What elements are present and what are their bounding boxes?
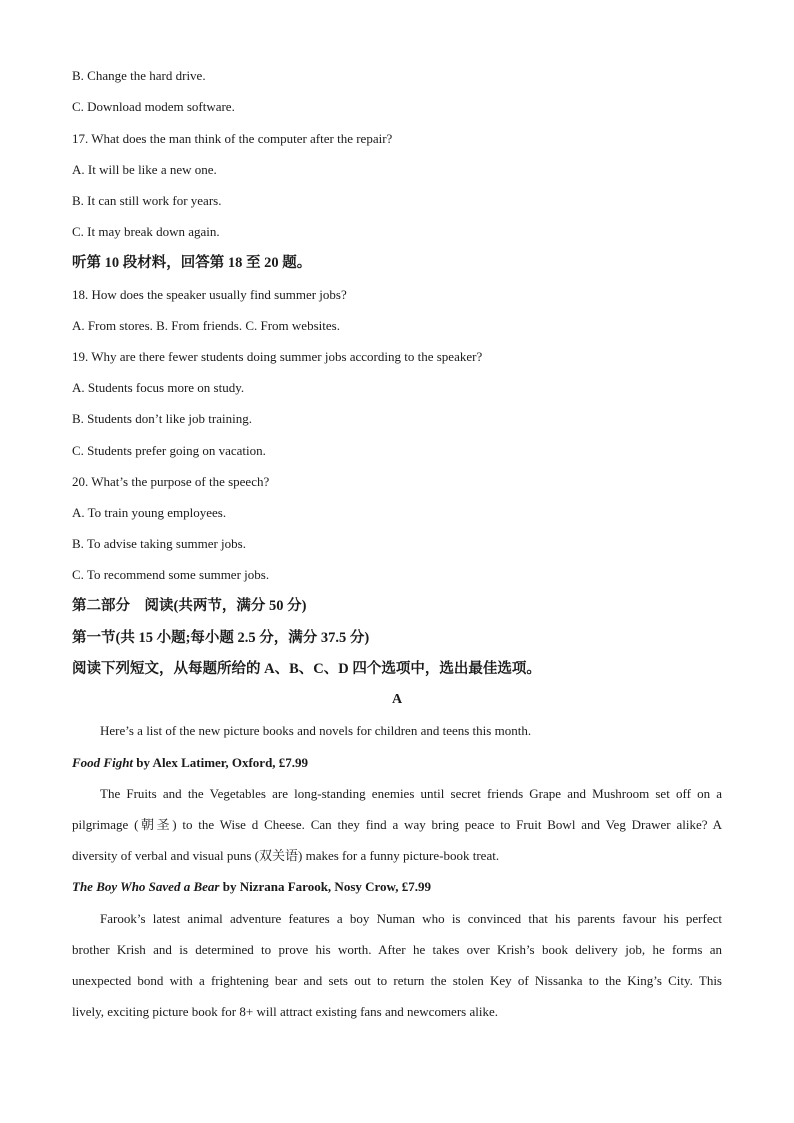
passage-intro: Here’s a list of the new picture books and novels for children and teens this month. xyxy=(100,723,532,738)
reading-instruction: 阅读下列短文，从每题所给的 A、B、C、D 四个选项中，选出最佳选项。 xyxy=(72,661,541,677)
book1-line-2: pilgrimage (朝圣) to the Wise d Cheese. Can they find a way bring peace to Fruit Bowl and Veg Drawer alike? A xyxy=(72,817,722,832)
q18-options: A. From stores. B. From friends. C. From websites. xyxy=(72,318,340,333)
q20-option-a: A. To train young employees. xyxy=(72,505,227,520)
book1-heading xyxy=(72,755,722,771)
book2-line-1: Farook’s latest animal adventure features a boy Numan who is convinced that his parents favour his perfect xyxy=(100,911,722,926)
q18-question: 18. How does the speaker usually find summer jobs? xyxy=(72,287,347,302)
q20-question: 20. What’s the purpose of the speech? xyxy=(72,474,270,489)
q16-option-b: B. Change the hard drive. xyxy=(72,68,206,83)
section10-heading: 听第 10 段材料，回答第 18 至 20 题。 xyxy=(72,255,312,271)
q20-option-c: C. To recommend some summer jobs. xyxy=(72,567,270,582)
book2-line-4: lively, exciting picture book for 8+ will attract existing fans and newcomers alike. xyxy=(72,1004,498,1019)
book2-heading xyxy=(72,879,722,895)
book1-title: Food Fight xyxy=(72,755,134,770)
q17-option-a: A. It will be like a new one. xyxy=(72,162,217,177)
q19-option-b: B. Students don’t like job training. xyxy=(72,411,252,426)
book1-line-1: The Fruits and the Vegetables are long-standing enemies until secret friends Grape and Mushroom set off on a xyxy=(100,786,722,801)
q19-option-c: C. Students prefer going on vacation. xyxy=(72,443,266,458)
q19-question: 19. Why are there fewer students doing summer jobs according to the speaker? xyxy=(72,349,483,364)
part2-heading: 第二部分 阅读(共两节，满分 50 分) xyxy=(72,598,307,614)
q20-option-b: B. To advise taking summer jobs. xyxy=(72,536,246,551)
q16-option-c: C. Download modem software. xyxy=(72,99,235,114)
section1-heading: 第一节(共 15 小题;每小题 2.5 分，满分 37.5 分) xyxy=(72,630,370,646)
book2-line-3: unexpected bond with a frightening bear and sets out to return the stolen Key of Nissanka to the King’s City. This xyxy=(72,973,722,988)
book1-meta: by Alex Latimer, Oxford, £7.99 xyxy=(133,755,309,770)
q19-option-a: A. Students focus more on study. xyxy=(72,380,245,395)
book2-line-2: brother Krish and is determined to prove his worth. After he takes over Krish’s book delivery job, he forms an xyxy=(72,942,722,957)
q17-question: 17. What does the man think of the computer after the repair? xyxy=(72,131,393,146)
book2-meta: by Nizrana Farook, Nosy Crow, £7.99 xyxy=(219,879,431,894)
q17-option-b: B. It can still work for years. xyxy=(72,193,222,208)
q17-option-c: C. It may break down again. xyxy=(72,224,220,239)
book2-title: The Boy Who Saved a Bear xyxy=(72,879,220,894)
book1-line-3: diversity of verbal and visual puns (双关语) makes for a funny picture-book treat. xyxy=(72,848,500,863)
passage-letter: A xyxy=(391,692,403,707)
